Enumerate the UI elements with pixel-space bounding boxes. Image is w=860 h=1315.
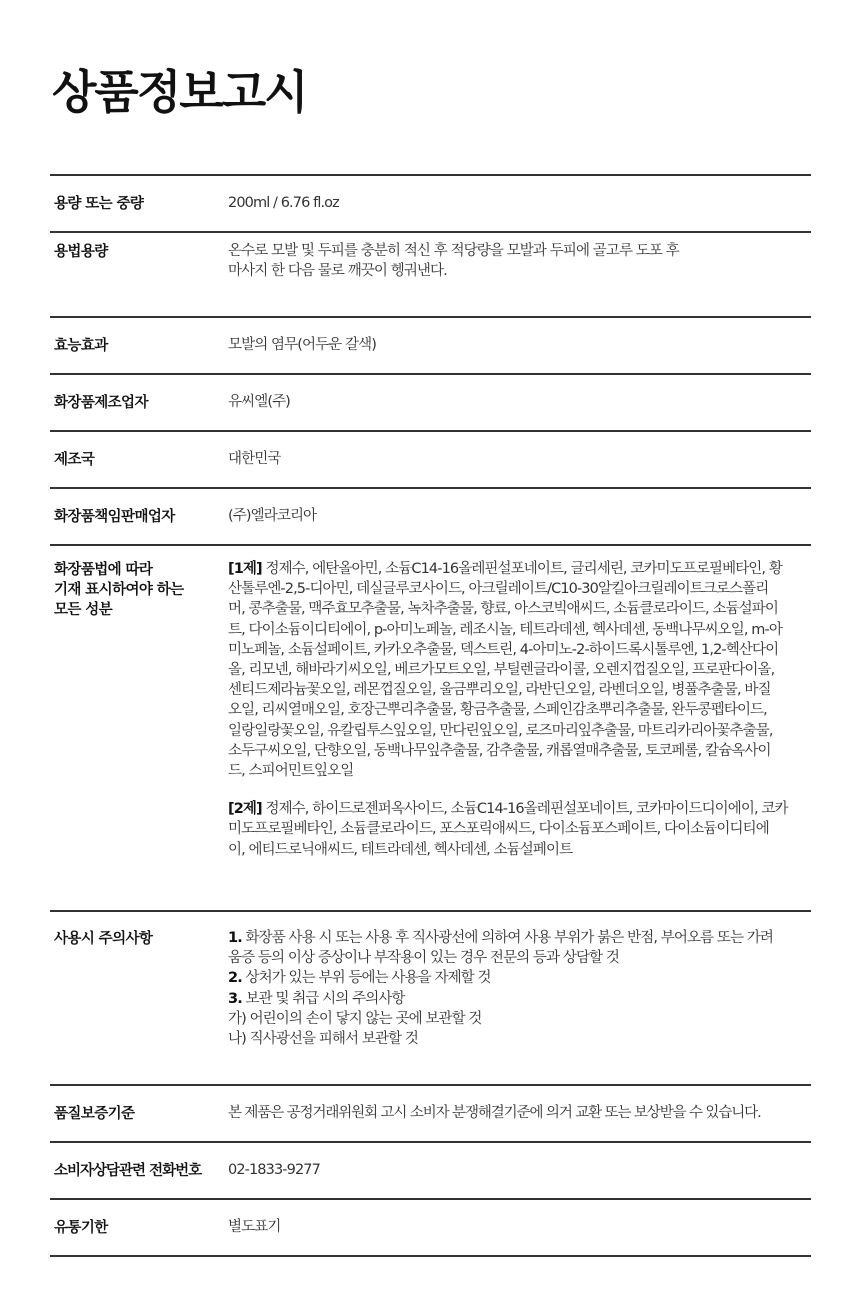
row-label: 제조국 [54,451,95,468]
ingredient-text: 정제수, 하이드로젠퍼옥사이드, 소듐C14-16올레핀설포네이트, 코카마이드디이에이, 코카 [261,801,788,818]
caution-value [228,928,811,1070]
caution-line: 나) 직사광선을 피해서 보관할 것 [228,1031,418,1048]
part1-tag: [1제] [228,561,262,577]
ingredients-value [228,559,811,894]
row-usage [50,233,811,318]
ingredient-line: 트, 다이소듐이디티에이, p-아미노페놀, 레조시놀, 테트라데센, 헥사데센, 동백나무씨오일, m-아 [228,621,782,638]
row-country [50,432,811,489]
row-value: (주)엘라코리아 [228,508,317,525]
caution-num: 2. [228,970,242,987]
ingredients-label-line: 화장품법에 따라 [54,562,153,578]
usage-line: 마사지 한 다음 물로 깨끗이 헹궈낸다. [228,263,447,280]
row-value [228,241,811,305]
caution-text: 보관 및 취급 시의 주의사항 [241,990,405,1007]
caution-num: 1. [228,930,242,946]
caution-num: 3. [228,990,242,1007]
row-manufacturer [50,375,811,432]
row-label: 화장품제조업자 [54,394,148,411]
row-value: 본 제품은 공정거래위원회 고시 소비자 분쟁해결기준에 의거 교환 또는 보상받을 수 있습니다. [228,1105,761,1122]
row-label: 효능효과 [54,337,108,354]
page-title: 상품정보고시 [52,65,307,119]
ingredient-line: 드, 스피어민트잎오일 [228,763,354,780]
row-value: 모발의 염무(어두운 갈색) [228,337,377,354]
caution-line: 가) 어린이의 손이 닿지 않는 곳에 보관할 것 [228,1010,482,1027]
ingredient-line: 센티드제라늄꽃오일, 레몬껍질오일, 울금뿌리오일, 라반딘오일, 라벤더오일, 병풀추출물, 바질 [228,682,771,699]
spacer [228,781,811,799]
ingredients-label-line: 모든 성분 [54,602,113,618]
row-seller [50,489,811,546]
ingredient-line: 미노페놀, 소듐설페이트, 카카오추출물, 덱스트린, 4-아미노-2-하이드록시톨루엔, 1,2-헥산다이 [228,641,779,658]
ingredient-line: 오일, 리씨열매오일, 호장근뿌리추출물, 황금추출물, 스페인감초뿌리추출물, 완두콩펩타이드, [228,702,767,719]
row-label: 품질보증기준 [54,1105,135,1122]
row-label: 소비자상담관련 전화번호 [54,1162,202,1179]
row-effect [50,318,811,375]
ingredient-line: 소두구씨오일, 단향오일, 동백나무잎추출물, 감추출물, 캐롭열매추출물, 토코페롤, 칼슘옥사이 [228,742,771,759]
caution-line [228,928,811,948]
row-caution [50,912,811,1086]
row-label [50,559,228,894]
ingredient-line: 미도프로필베타인, 소듐클로라이드, 포스포릭애씨드, 다이소듐포스페이트, 다이소듐이디티에 [228,821,769,838]
ingredient-line: 이, 에티드로닉애씨드, 테트라데센, 헥사데센, 소듐설페이트 [228,841,573,858]
part2-tag: [2제] [228,801,262,818]
row-ingredients [50,546,811,912]
row-label: 용법용량 [54,244,108,260]
caution-line [228,968,811,988]
row-value: 유씨엘(주) [228,394,290,411]
row-quality [50,1086,811,1143]
ingredient-line [228,799,811,819]
row-value: 별도표기 [228,1219,281,1236]
ingredients-label-line: 기재 표시하여야 하는 [54,582,184,598]
ingredient-line: 산톨루엔-2,5-디아민, 데실글루코사이드, 아크릴레이트/C10-30알킬아크릴레이트크로스폴리 [228,581,769,598]
ingredient-text: 정제수, 에탄올아민, 소듐C14-16올레핀설포네이트, 글리세린, 코카미도프로필베타인, 황 [261,561,782,577]
row-label: 유통기한 [54,1219,108,1236]
product-info-table [50,174,811,1257]
ingredient-line: 일랑일랑꽃오일, 유칼립투스잎오일, 만다린잎오일, 로즈마리잎추출물, 마트리카리아꽃추출물, [228,722,773,739]
row-capacity [50,176,811,233]
row-label: 용량 또는 중량 [54,195,144,212]
ingredient-line: 올, 리모넨, 해바라기씨오일, 베르가모트오일, 부틸렌글라이콜, 오렌지껍질오일, 프로판다이올, [228,662,775,679]
row-label: 화장품책임판매업자 [54,508,175,525]
caution-text: 상처가 있는 부위 등에는 사용을 자제할 것 [241,970,491,987]
row-phone [50,1143,811,1200]
caution-line: 움증 등의 이상 증상이나 부작용이 있는 경우 전문의 등과 상담할 것 [228,950,619,967]
row-value: 200ml / 6.76 fl.oz [228,195,339,212]
caution-text: 화장품 사용 시 또는 사용 후 직사광선에 의하여 사용 부위가 붉은 반점, 부어오름 또는 가려 [241,930,774,946]
row-expiry [50,1200,811,1257]
usage-line: 온수로 모발 및 두피를 충분히 적신 후 적당량을 모발과 두피에 골고루 도포 후 [228,243,679,259]
row-value: 대한민국 [228,451,281,468]
ingredient-line [228,559,811,579]
caution-line [228,989,811,1009]
row-value: 02-1833-9277 [228,1162,320,1179]
ingredient-line: 머, 콩추출물, 맥주효모추출물, 녹차추출물, 향료, 아스코빅애씨드, 소듐클로라이드, 소듐설파이 [228,601,778,618]
row-label: 사용시 주의사항 [54,931,153,947]
